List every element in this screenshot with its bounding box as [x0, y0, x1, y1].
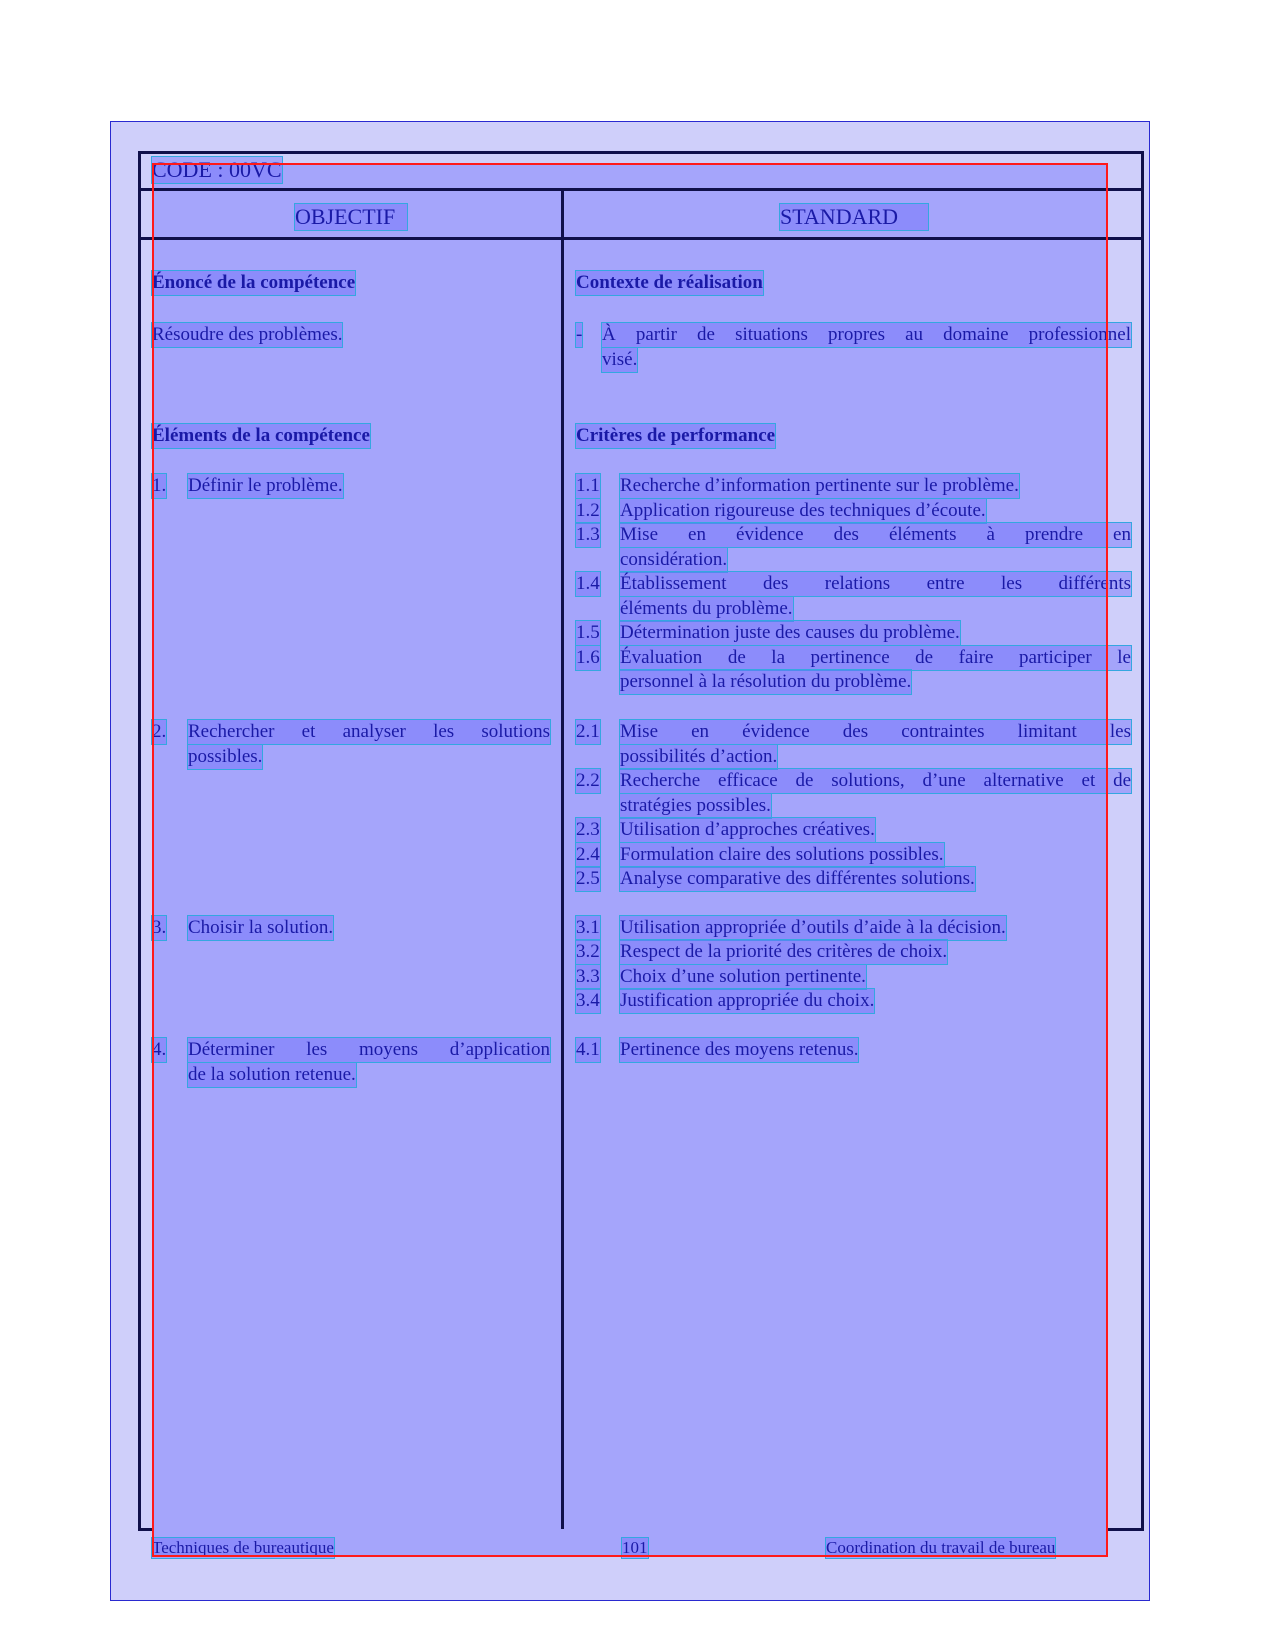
element-number: 4. [152, 1039, 167, 1060]
critere-number: 1.2 [576, 500, 600, 521]
critere-text: Mise en évidence des éléments à prendre en [620, 524, 1131, 545]
footer-page-number: 101 [622, 1538, 648, 1557]
critere-text: Détermination juste des causes du problème. [620, 622, 960, 643]
contexte-text: visé. [602, 349, 638, 370]
footer-course: Coordination du travail de bureau [826, 1538, 1056, 1557]
criteres-title: Critères de performance [576, 425, 776, 446]
critere-number: 1.6 [576, 647, 600, 668]
element-text: Choisir la solution. [188, 917, 334, 938]
critere-number: 1.3 [576, 524, 600, 545]
element-text: Rechercher et analyser les solutions [188, 721, 550, 742]
critere-number: 2.2 [576, 770, 600, 791]
critere-text: Mise en évidence des contraintes limitant les [620, 721, 1131, 742]
critere-number: 1.5 [576, 622, 600, 643]
critere-text: Utilisation d’approches créatives. [620, 819, 875, 840]
critere-text: stratégies possibles. [620, 795, 771, 816]
element-text: possibles. [188, 746, 263, 767]
critere-number: 2.3 [576, 819, 600, 840]
critere-text: Utilisation appropriée d’outils d’aide à la décision. [620, 917, 1006, 938]
critere-number: 1.4 [576, 573, 600, 594]
critere-number: 3.2 [576, 941, 600, 962]
critere-text: Recherche d’information pertinente sur le problème. [620, 475, 1019, 496]
header-divider [138, 188, 1144, 191]
element-number: 3. [152, 917, 167, 938]
contexte-bullet: - [576, 324, 583, 345]
critere-text: Pertinence des moyens retenus. [620, 1039, 859, 1060]
critere-text: Évaluation de la pertinence de faire participer le [620, 647, 1131, 668]
critere-text: Respect de la priorité des critères de choix. [620, 941, 948, 962]
column-divider [561, 190, 564, 1529]
critere-text: personnel à la résolution du problème. [620, 671, 912, 692]
column-header-divider [138, 237, 1144, 240]
critere-number: 3.4 [576, 990, 600, 1011]
enonce-text: Résoudre des problèmes. [152, 324, 343, 345]
critere-number: 2.1 [576, 721, 600, 742]
column-header-standard: STANDARD [780, 204, 928, 230]
critere-number: 3.1 [576, 917, 600, 938]
element-number: 2. [152, 721, 167, 742]
critere-text: Formulation claire des solutions possibles. [620, 844, 944, 865]
contexte-text: À partir de situations propres au domaine professionnel [602, 324, 1131, 345]
critere-text: Choix d’une solution pertinente. [620, 966, 866, 987]
element-text: Déterminer les moyens d’application [188, 1039, 550, 1060]
critere-number: 1.1 [576, 475, 600, 496]
critere-text: Établissement des relations entre les différents [620, 573, 1131, 594]
elements-title: Éléments de la compétence [152, 425, 370, 446]
element-text: de la solution retenue. [188, 1064, 356, 1085]
element-text: Définir le problème. [188, 475, 343, 496]
footer-program: Techniques de bureautique [152, 1538, 334, 1557]
enonce-title: Énoncé de la compétence [152, 272, 356, 293]
critere-text: Recherche efficace de solutions, d’une alternative et de [620, 770, 1131, 791]
critere-number: 2.4 [576, 844, 600, 865]
critere-text: Justification appropriée du choix. [620, 990, 875, 1011]
critere-text: Analyse comparative des différentes solutions. [620, 868, 975, 889]
critere-text: possibilités d’action. [620, 746, 778, 767]
code-label: CODE : 00VC [152, 157, 282, 182]
critere-text: considération. [620, 549, 728, 570]
critere-number: 4.1 [576, 1039, 600, 1060]
element-number: 1. [152, 475, 167, 496]
critere-number: 3.3 [576, 966, 600, 987]
critere-text: Application rigoureuse des techniques d’écoute. [620, 500, 986, 521]
critere-text: éléments du problème. [620, 598, 793, 619]
contexte-title: Contexte de réalisation [576, 272, 763, 293]
critere-number: 2.5 [576, 868, 600, 889]
column-header-objectif: OBJECTIF [295, 204, 407, 230]
